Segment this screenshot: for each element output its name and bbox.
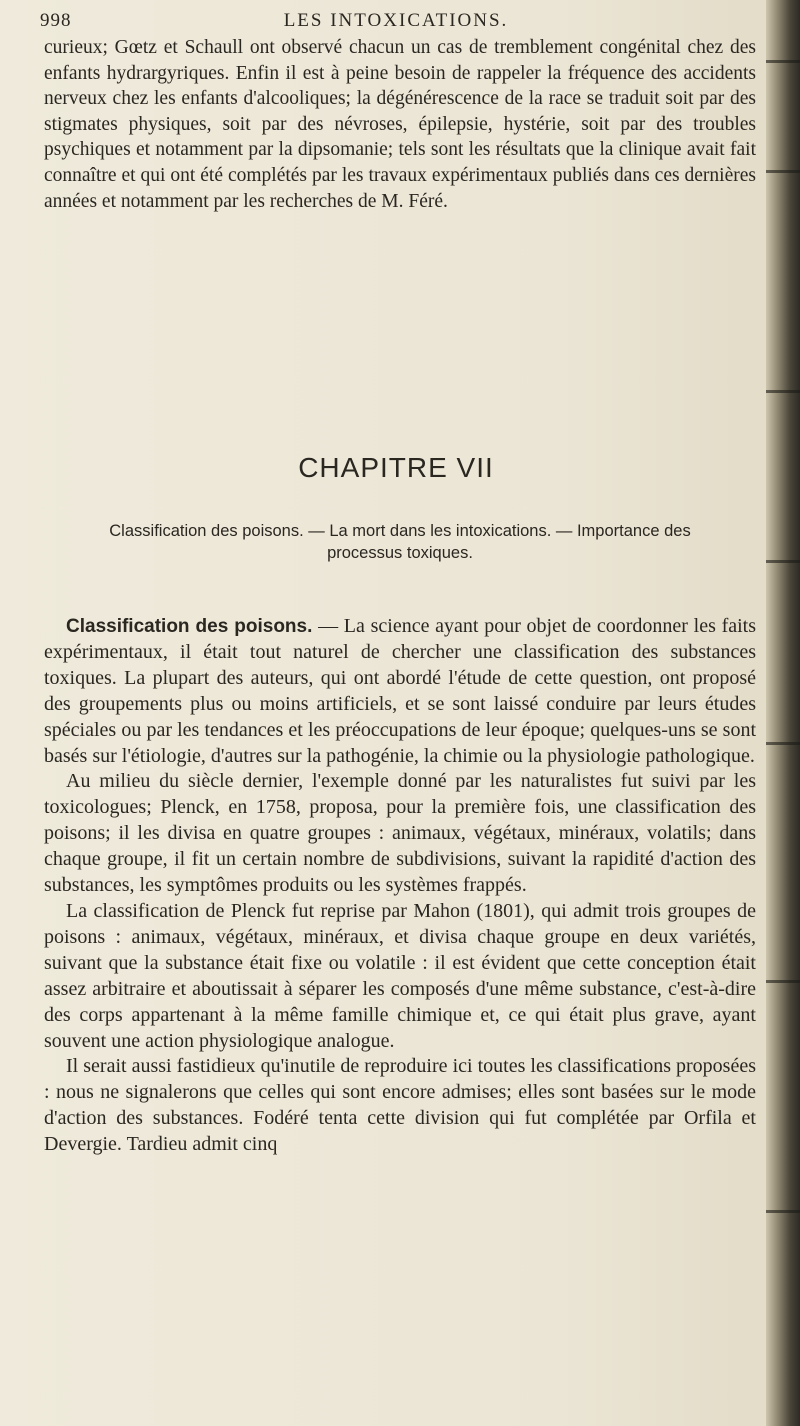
- running-head: [40, 6, 752, 36]
- paragraph: Au milieu du siècle dernier, l'exemple donné par les naturalistes fut suivi par les toxicologues; Plenck, en 1758, proposa, pour la première fois, une classification des poisons; il les divisa en quatre groupes : animaux, végétaux, minéraux, volatils; dans chaque groupe, il fit un certain nombre de subdivisions, suivant la rapidité d'action des substances, les symptômes produits ou les systèmes frappés.: [44, 770, 756, 897]
- edge-mark: [766, 980, 800, 983]
- edge-mark: [766, 60, 800, 63]
- chapter-title: CHAPITRE VII: [298, 452, 494, 483]
- edge-mark: [766, 170, 800, 173]
- section-classification: [44, 614, 756, 1158]
- paragraph: Il serait aussi fastidieux qu'inutile de reproduire ici toutes les classifications proposées : nous ne signalerons que celles qui sont encore admises; elles sont basées sur le mode d'action des substances. Fodéré tenta cette division qui fut complétée par Orfila et Devergie. Tardieu admit cinq: [44, 1055, 756, 1156]
- section-heading: Classification des poisons.: [66, 616, 313, 637]
- page-number: 998: [40, 10, 72, 31]
- paragraph-text: — La science ayant pour objet de coordonner les faits expérimentaux, il était tout naturel de chercher une classification des substances toxiques. La plupart des auteurs, qui ont abordé l'étude de cette question, ont proposé des groupements plus ou moins artificiels, et se sont laissé conduire par leurs études spéciales ou par les tendances et les préoccupations de leur époque; quelques-uns se sont basés sur l'étiologie, d'autres sur la pathogénie, la chimie ou la physiologie pathologique.: [44, 615, 756, 767]
- edge-mark: [766, 742, 800, 745]
- page-edge-shadow: [766, 0, 800, 1426]
- opening-paragraph-block: [44, 35, 756, 214]
- edge-mark: [766, 390, 800, 393]
- edge-mark: [766, 560, 800, 563]
- running-title: LES INTOXICATIONS.: [283, 10, 509, 31]
- edge-mark: [766, 1210, 800, 1213]
- paragraph: La classification de Plenck fut reprise par Mahon (1801), qui admit trois groupes de poisons : animaux, végétaux, minéraux, et divisa chaque groupe en deux variétés, suivant que la substance était fixe ou volatile : il est évident que cette conception était assez arbitraire et aboutissait à séparer les composés d'une même substance, c'est-à-dire des corps appartenant à la même famille chimique et, ce qui était plus grave, ayant souvent une action physiologique analogue.: [44, 899, 756, 1052]
- paragraph: [44, 614, 756, 769]
- paragraph: curieux; Gœtz et Schaull ont observé chacun un cas de tremblement congénital chez des enfants hydrargyriques. Enfin il est à peine besoin de rappeler la fréquence des accidents nerveux chez les enfants d'alcooliques; la dégénérescence de la race se traduit soit par des stigmates physiques, soit par des névroses, épilepsie, hystérie, soit par des troubles psychiques et notamment par la dipsomanie; tels sont les résultats que la clinique avait fait connaître et qui ont été complétés par les travaux expérimentaux publiés dans ces dernières années et notamment par les recherches de M. Féré.: [44, 37, 756, 212]
- chapter-summary: Classification des poisons. — La mort dans les intoxications. — Importance des processus toxiques.: [109, 522, 691, 562]
